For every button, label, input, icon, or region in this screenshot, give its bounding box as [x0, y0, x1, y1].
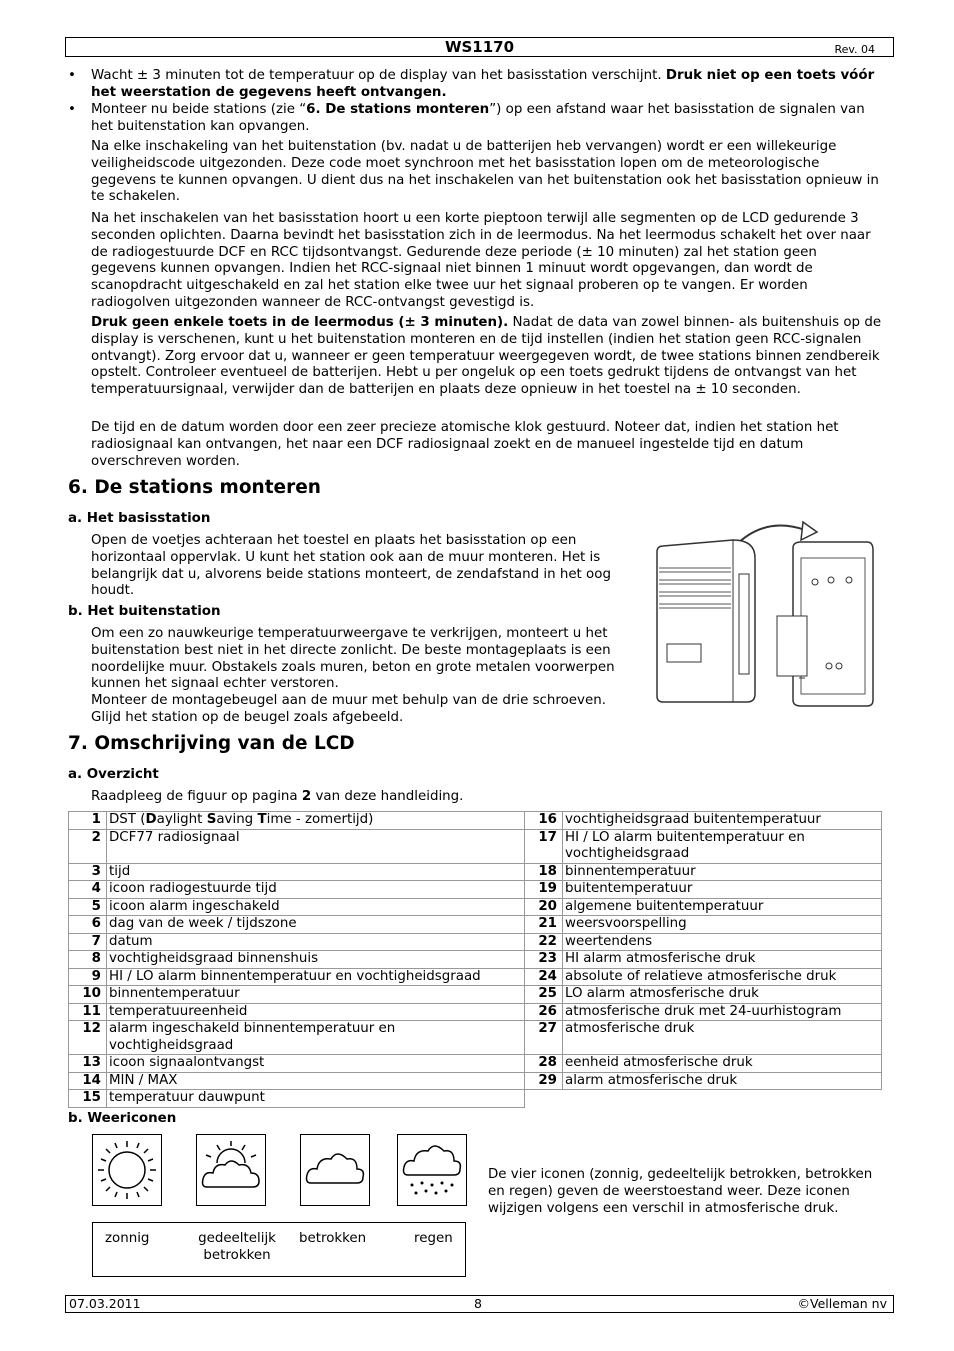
- item-description: weertendens: [563, 933, 882, 951]
- item-description: dag van de week / tijdszone: [107, 916, 525, 934]
- empty-cell: [525, 1090, 882, 1108]
- paragraph: Na elke inschakeling van het buitenstation (bv. nadat u de batterijen heb vervangen) wordt er een willekeurige veiligheidscode uitgezonden. Deze code moet synchroon met het basisstation lopen om de meteorologische gegevens te kunnen opvangen. U dient dus na het inschakelen van het buitenstation ook het basisstation opnieuw in te schakelen.: [91, 139, 879, 205]
- item-description: buitentemperatuur: [563, 881, 882, 899]
- table-row: [69, 1072, 882, 1090]
- item-number: 27: [525, 1021, 563, 1055]
- item-description: DCF77 radiosignaal: [107, 829, 525, 863]
- table-row: [69, 1021, 882, 1055]
- item-description: HI / LO alarm binnentemperatuur en vochtigheidsgraad: [107, 968, 525, 986]
- sunny-icon: [92, 1134, 162, 1206]
- lcd-legend-table: [68, 811, 882, 1108]
- section-title: 6. De stations monteren: [68, 477, 321, 498]
- paragraph: Na het inschakelen van het basisstation hoort u een korte pieptoon terwijl alle segmenten op de LCD gedurende 3 seconden oplichten. Daarna bevindt het basisstation zich in de leermodus. Na het leermodus schakelt het over naar de radiogestuurde DCF en RCC tijdsontvangst. Gedurende deze periode (± 10 minuten) zal het station geen gegevens kunnen opvangen. Indien het RCC-signaal niet binnen 1 minuut wordt opgevangen, dan wordt de scanopdracht uitgeschakeld en zal het station elke twee uur het signaal proberen op te vangen. Er worden radiogolven uitgezonden wanneer de RCC-ontvangst gevestigd is.: [91, 211, 871, 310]
- item-number: 10: [69, 986, 107, 1004]
- item-description: DST (Daylight Saving Time - zomertijd): [107, 812, 525, 830]
- footer-date: 07.03.2011: [69, 1296, 141, 1311]
- item-number: 26: [525, 1003, 563, 1021]
- model-name: WS1170: [444, 38, 515, 56]
- item-number: 7: [69, 933, 107, 951]
- table-row: [69, 916, 882, 934]
- item-description: MIN / MAX: [107, 1072, 525, 1090]
- paragraph: Om een zo nauwkeurige temperatuurweergave te verkrijgen, monteert u het buitenstation best niet in het directe zonlicht. De beste montageplaats is een noordelijke muur. Obstakels zoals muren, beton en grote metalen voorwerpen kunnen het signaal echter verstoren. Monteer de montagebeugel aan de muur met behulp van de drie schroeven. Glijd het station op de beugel zoals afgebeeld.: [91, 626, 615, 725]
- footer-brand: ©Velleman nv: [797, 1296, 887, 1311]
- item-description: temperatuureenheid: [107, 1003, 525, 1021]
- item-description: alarm ingeschakeld binnentemperatuur en vochtigheidsgraad: [107, 1021, 525, 1055]
- bullet-1: Wacht ± 3 minuten tot de temperatuur op de display van het basisstation verschijnt. Druk niet op een toets vóór het weerstation de gegevens heeft ontvangen.: [91, 68, 875, 100]
- item-description: HI / LO alarm buitentemperatuur en vochtigheidsgraad: [563, 829, 882, 863]
- item-description: temperatuur dauwpunt: [107, 1090, 525, 1108]
- table-row: [69, 1090, 882, 1108]
- subsection-title: a. Het basisstation: [68, 511, 211, 526]
- item-description: atmosferische druk: [563, 1021, 882, 1055]
- label-rain: regen: [414, 1231, 453, 1246]
- label-sunny: zonnig: [105, 1231, 150, 1246]
- item-number: 8: [69, 951, 107, 969]
- item-number: 14: [69, 1072, 107, 1090]
- item-number: 6: [69, 916, 107, 934]
- page-header: [65, 37, 894, 57]
- item-description: icoon alarm ingeschakeld: [107, 898, 525, 916]
- table-row: [69, 898, 882, 916]
- item-number: 23: [525, 951, 563, 969]
- item-number: 25: [525, 986, 563, 1004]
- item-description: vochtigheidsgraad binnenshuis: [107, 951, 525, 969]
- label-cloudy: betrokken: [299, 1231, 367, 1246]
- item-number: 16: [525, 812, 563, 830]
- table-row: [69, 812, 882, 830]
- item-number: 28: [525, 1055, 563, 1073]
- table-row: [69, 1055, 882, 1073]
- item-number: 13: [69, 1055, 107, 1073]
- subsection-title: b. Het buitenstation: [68, 604, 221, 619]
- table-row: [69, 829, 882, 863]
- label-partly-cloudy: gedeeltelijk betrokken: [198, 1231, 276, 1263]
- paragraph: De tijd en de datum worden door een zeer precieze atomische klok gestuurd. Noteer dat, indien het station het radiosignaal kan ontvangen, het naar een DCF radiosignaal zoekt en de manueel ingestelde tijd en datum overschreven worden.: [91, 420, 839, 469]
- subsection-title: b. Weericonen: [68, 1111, 177, 1126]
- item-description: binnentemperatuur: [563, 863, 882, 881]
- item-number: 5: [69, 898, 107, 916]
- subsection-title: a. Overzicht: [68, 767, 159, 782]
- mounting-illustration: [655, 518, 880, 708]
- item-description: absolute of relatieve atmosferische druk: [563, 968, 882, 986]
- table-row: [69, 951, 882, 969]
- item-number: 9: [69, 968, 107, 986]
- table-row: [69, 881, 882, 899]
- item-description: HI alarm atmosferische druk: [563, 951, 882, 969]
- table-row: [69, 863, 882, 881]
- item-description: eenheid atmosferische druk: [563, 1055, 882, 1073]
- bullet-dot: •: [68, 68, 76, 83]
- table-row: [69, 986, 882, 1004]
- section-title: 7. Omschrijving van de LCD: [68, 733, 355, 754]
- paragraph: Raadpleeg de figuur op pagina 2 van deze handleiding.: [91, 789, 464, 804]
- revision: Rev. 04: [834, 43, 875, 56]
- paragraph: Druk geen enkele toets in de leermodus (± 3 minuten). Nadat de data van zowel binnen- als buitenshuis op de display is verschenen, kunt u het buitenstation monteren en de tijd instellen (indien het station geen RCC-signalen ontvangt). Zorg ervoor dat u, wanneer er geen temperatuur weergegeven wordt, de twee stations binnen zendbereik opstelt. Controleer eventueel de batterijen. Hebt u per ongeluk op een toets gedrukt tijdens de ontvangst van het temperatuursignaal, verwijder dan de batterijen en plaats deze opnieuw in het toestel na ± 10 seconden.: [91, 315, 882, 398]
- item-number: 22: [525, 933, 563, 951]
- item-description: algemene buitentemperatuur: [563, 898, 882, 916]
- table-row: [69, 1003, 882, 1021]
- paragraph: Open de voetjes achteraan het toestel en plaats het basisstation op een horizontaal oppervlak. U kunt het station ook aan de muur monteren. Het is belangrijk dat u, alvorens beide stations monteert, de zendafstand in het oog houdt.: [91, 533, 611, 599]
- item-number: 21: [525, 916, 563, 934]
- weather-icon-labels: [92, 1222, 466, 1277]
- item-number: 18: [525, 863, 563, 881]
- item-description: icoon signaalontvangst: [107, 1055, 525, 1073]
- page-number: 8: [474, 1296, 482, 1311]
- item-description: tijd: [107, 863, 525, 881]
- item-number: 3: [69, 863, 107, 881]
- item-description: binnentemperatuur: [107, 986, 525, 1004]
- item-number: 12: [69, 1021, 107, 1055]
- item-description: atmosferische druk met 24-uurhistogram: [563, 1003, 882, 1021]
- item-description: vochtigheidsgraad buitentemperatuur: [563, 812, 882, 830]
- bullet-2: Monteer nu beide stations (zie “6. De stations monteren”) op een afstand waar het basisstation de signalen van het buitenstation kan opvangen.: [91, 102, 865, 134]
- item-number: 1: [69, 812, 107, 830]
- item-description: datum: [107, 933, 525, 951]
- item-description: LO alarm atmosferische druk: [563, 986, 882, 1004]
- table-row: [69, 968, 882, 986]
- cloudy-icon: [300, 1134, 370, 1206]
- table-row: [69, 933, 882, 951]
- rain-icon: [397, 1134, 467, 1206]
- item-description: icoon radiogestuurde tijd: [107, 881, 525, 899]
- item-description: weersvoorspelling: [563, 916, 882, 934]
- item-number: 11: [69, 1003, 107, 1021]
- item-description: alarm atmosferische druk: [563, 1072, 882, 1090]
- bullet-dot: •: [68, 102, 76, 117]
- page-footer: [65, 1295, 894, 1313]
- item-number: 24: [525, 968, 563, 986]
- item-number: 17: [525, 829, 563, 863]
- item-number: 29: [525, 1072, 563, 1090]
- item-number: 19: [525, 881, 563, 899]
- partly-cloudy-icon: [196, 1134, 266, 1206]
- item-number: 4: [69, 881, 107, 899]
- paragraph: De vier iconen (zonnig, gedeeltelijk betrokken, betrokken en regen) geven de weerstoestand weer. Deze iconen wijzigen volgens een verschil in atmosferische druk.: [488, 1167, 873, 1216]
- item-number: 2: [69, 829, 107, 863]
- item-number: 15: [69, 1090, 107, 1108]
- item-number: 20: [525, 898, 563, 916]
